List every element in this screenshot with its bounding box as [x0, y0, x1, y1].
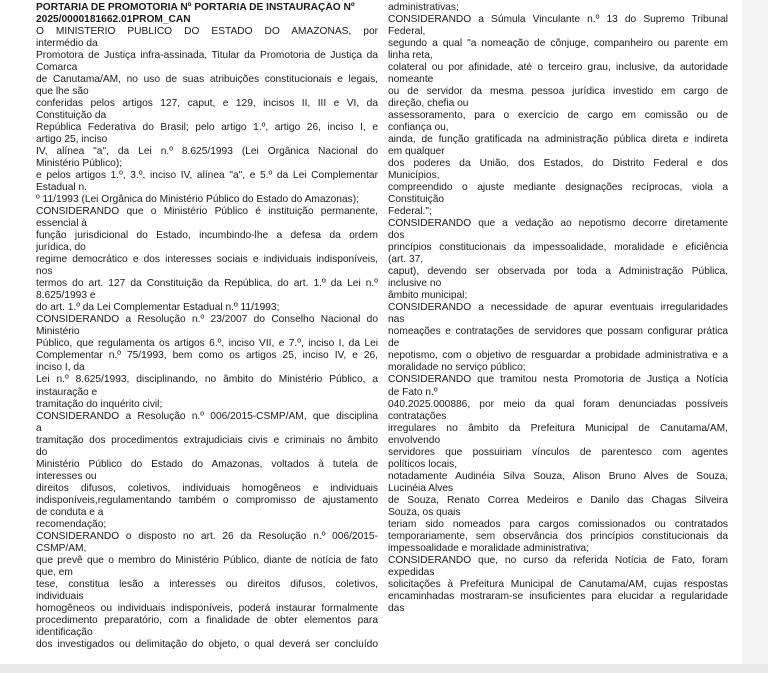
text-line: Promotora de Justiça infra-assinada, Titular da Promotoria de Justiça da — [36, 50, 378, 62]
text-line: regime democrático e dos interesses sociais e individuais indisponíveis, — [36, 254, 378, 266]
text-line: inciso I, da — [36, 362, 85, 374]
text-line: tramitação do inquérito civil; — [36, 398, 163, 410]
text-line: recomendação; — [36, 518, 107, 530]
text-line: Ministério Público); — [36, 158, 123, 170]
text-line: dos investigados ou delimitação do objeto, o qual deverá ser concluído — [36, 638, 378, 650]
text-line: 040.2025.000886, por meio da qual foram denunciadas possíveis — [388, 398, 728, 410]
document-title: PORTARIA DE PROMOTORIA Nº PORTARIA DE INSTAURAÇÃO Nº — [36, 2, 355, 13]
text-line: Lucinéia Alves — [388, 482, 454, 494]
text-line: e pelos artigos 1.º, 3.º, inciso IV, alínea "a", e 5.º da Lei Complementar — [36, 170, 378, 182]
text-line: Comarca — [36, 62, 78, 74]
text-line: procedimento preparatório, com a finalidade de obter elementos para — [36, 614, 378, 626]
text-line: Estadual n. — [36, 182, 87, 194]
text-line: tese, constitua lesão a interesses ou direitos difusos, coletivos, — [36, 578, 378, 590]
text-line: temporariamente, sem observância dos princípios constitucionais da — [388, 530, 728, 542]
text-line: colateral ou por afinidade, até o terceiro grau, inclusive, da autoridade — [388, 62, 728, 74]
text-line: CONSIDERANDO a Resolução n.º 23/2007 do Conselho Nacional do — [36, 314, 378, 326]
text-line: O MINISTÉRIO PÚBLICO DO ESTADO DO AMAZONAS, por — [36, 26, 378, 38]
text-line: nos — [36, 266, 53, 278]
text-line: administrativas; — [388, 2, 459, 13]
document-number: 2025/0000181662.01PROM_CAN — [36, 14, 191, 26]
text-line: tramitação dos procedimentos extrajudiciais civis e criminais no âmbito — [36, 434, 378, 446]
text-line: CONSIDERANDO que, no curso da referida Notícia de Fato, foram — [388, 554, 728, 566]
text-line: Público, que regulamenta os artigos 6.º, inciso VII, e 7.º, inciso I, da Lei — [36, 338, 378, 350]
text-line: assessoramento, para o exercício de cargo em comissão ou de — [388, 110, 728, 122]
text-line: Ministério — [36, 326, 80, 338]
text-line: nomeações e contratações de servidores que possam configurar prática — [388, 326, 728, 338]
text-line: República Federativa do Brasil; pelo artigo 1.º, artigo 26, inciso I, e — [36, 122, 378, 134]
text-line: compreendido o ajuste mediante designações recíprocas, viola a — [388, 182, 728, 194]
text-line: ainda, de função gratificada na administração pública direta e indireta — [388, 134, 728, 146]
text-line: de Canutama/AM, no uso de suas atribuições constitucionais e legais, — [36, 74, 378, 86]
text-line: contratações — [388, 410, 447, 422]
text-line: envolvendo — [388, 434, 441, 446]
text-line: conferidas pelos artigos 127, caput, e 129, incisos II, III e VI, da — [36, 98, 378, 110]
right-column-lines — [388, 2, 728, 615]
text-line: jurídica, do — [36, 242, 86, 254]
text-line: Souza, os quais — [388, 506, 461, 518]
text-line: âmbito municipal; — [388, 290, 468, 302]
text-line: instauração e — [36, 386, 98, 398]
text-line: identificação — [36, 626, 93, 638]
text-line: IV, alínea "a", da Lei n.º 8.625/1993 (Lei Orgânica Nacional do — [36, 146, 378, 158]
text-line: solicitações à Prefeitura Municipal de Canutama/AM, cujas respostas — [388, 578, 728, 590]
page-right-margin — [742, 0, 768, 673]
text-line: Complementar n.º 75/1993, bem como os artigos 25, inciso IV, e 26, — [36, 350, 378, 362]
text-line: de Fato n.º — [388, 386, 438, 398]
text-line: indisponíveis,regulamentando também o compromisso de ajustamento — [36, 494, 378, 506]
text-line: segundo a qual "a nomeação de cônjuge, companheiro ou parente em — [388, 38, 728, 50]
text-line: servidores que possuiriam vínculos de parentesco com agentes — [388, 446, 728, 458]
text-line: º 11/1993 (Lei Orgânica do Ministério Público do Estado do Amazonas); — [36, 194, 359, 206]
text-line: expedidas — [388, 566, 435, 578]
text-line: direitos difusos, coletivos, individuais homogêneos e individuais — [36, 482, 378, 494]
text-line: Municípios, — [388, 170, 440, 182]
text-line: CONSIDERANDO o disposto no art. 26 da Resolução n.º 006/2015- — [36, 530, 378, 542]
text-line: Lei n.º 8.625/1993, disciplinando, no âmbito do Ministério Público, a — [36, 374, 378, 386]
text-line: Ministério Público do Estado do Amazonas, voltados à tutela de — [36, 458, 378, 470]
text-line: de — [388, 338, 400, 350]
left-column-lines — [36, 26, 378, 651]
text-line: das — [388, 602, 405, 614]
text-line: Federal."; — [388, 206, 432, 218]
text-line: CONSIDERANDO que tramitou nesta Promotoria de Justiça a Notícia — [388, 374, 728, 386]
text-line: Federal, — [388, 26, 426, 38]
text-line: direção, chefia ou — [388, 98, 469, 110]
text-line: inclusive no — [388, 278, 442, 290]
text-line: nas — [388, 314, 405, 326]
right-text-column — [388, 2, 728, 615]
text-line: homogêneos ou individuais indisponíveis, poderá instaurar formalmente — [36, 602, 378, 614]
text-line: Constituição da — [36, 110, 107, 122]
text-line: função jurisdicional do Estado, incumbindo-lhe a defesa da ordem — [36, 230, 378, 242]
text-line: dos poderes da União, dos Estados, do Distrito Federal e dos — [388, 158, 728, 170]
text-line: (art. 37, — [388, 254, 424, 266]
text-line: notadamente Audinéia Silva Souza, Alison Bruno Alves de Souza, — [388, 470, 728, 482]
text-line: interesses ou — [36, 470, 97, 482]
text-line: 8.625/1993 e — [36, 290, 96, 302]
text-line: CONSIDERANDO a Resolução n.º 006/2015-CSMP/AM, que disciplina — [36, 410, 378, 422]
text-line: de conduta e a — [36, 506, 104, 518]
text-line: artigo 25, inciso — [36, 134, 108, 146]
text-line: nepotismo, com o objetivo de resguardar a probidade administrativa e a — [388, 350, 728, 362]
text-line: linha reta, — [388, 50, 433, 62]
text-line: CONSIDERANDO que o Ministério Público é instituição permanente, — [36, 206, 378, 218]
page-bottom-edge — [0, 664, 768, 673]
text-line: dos — [388, 230, 405, 242]
text-line: do — [36, 446, 48, 458]
text-line: individuais — [36, 590, 84, 602]
text-line: essencial à — [36, 218, 87, 230]
text-line: confiança ou, — [388, 122, 449, 134]
text-line: de Souza, Renato Correa Medeiros e Danilo das Chagas Silveira — [388, 494, 728, 506]
text-line: irregulares no âmbito da Prefeitura Municipal de Canutama/AM, — [388, 422, 728, 434]
text-line: termos do art. 127 da Constituição da República, do art. 1.º da Lei n.º — [36, 278, 378, 290]
text-line: que prevê que o membro do Ministério Público, diante de notícia de fato — [36, 554, 378, 566]
text-line: políticos locais, — [388, 458, 458, 470]
text-line: teriam sido nomeados para cargos comissionados ou contratados — [388, 518, 728, 530]
text-line: ou de servidor da mesma pessoa jurídica investido em cargo de — [388, 86, 728, 98]
text-line: Constituição — [388, 194, 445, 206]
text-line: intermédio da — [36, 38, 98, 50]
text-line: nomeante — [388, 74, 434, 86]
text-line: CONSIDERANDO a necessidade de apurar eventuais irregularidades — [388, 302, 728, 314]
text-line: a — [36, 422, 42, 434]
text-line: caput), devendo ser observada por toda a Administração Pública, — [388, 266, 728, 278]
text-line: que, em — [36, 566, 73, 578]
text-line: princípios constitucionais da impessoalidade, moralidade e eficiência — [388, 242, 728, 254]
left-text-column — [36, 2, 378, 651]
text-line: encaminhadas mostraram-se insuficientes para elucidar a regularidade — [388, 590, 728, 602]
text-line: impessoalidade e moralidade administrativa; — [388, 542, 590, 554]
text-line: do art. 1.º da Lei Complementar Estadual n.º 11/1993; — [36, 302, 280, 314]
text-line: CSMP/AM, — [36, 542, 87, 554]
text-line: moralidade no serviço público; — [388, 362, 526, 374]
text-line: em qualquer — [388, 146, 445, 158]
text-line: que lhe são — [36, 86, 89, 98]
text-line: CONSIDERANDO a Súmula Vinculante n.º 13 do Supremo Tribunal — [388, 14, 728, 26]
text-line: CONSIDERANDO que a vedação ao nepotismo decorre diretamente — [388, 218, 728, 230]
